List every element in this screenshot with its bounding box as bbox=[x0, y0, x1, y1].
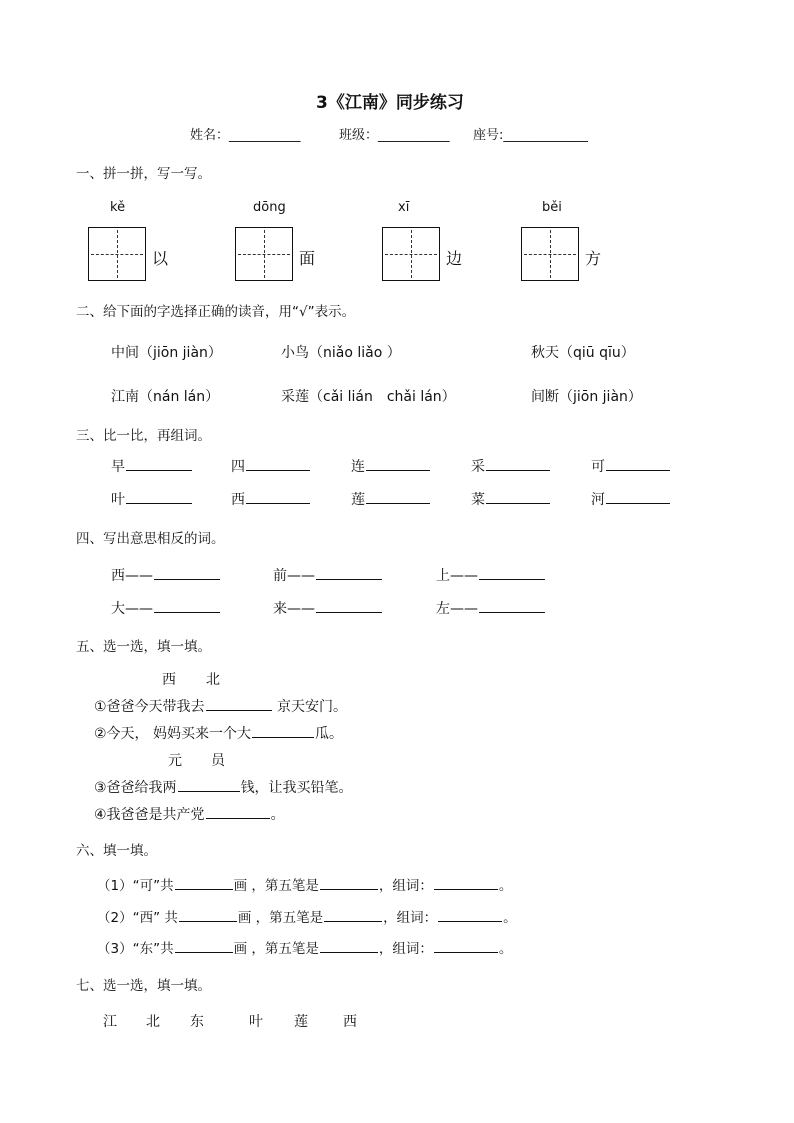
choice-options[interactable]: （cǎi lián chǎi lán） bbox=[309, 389, 456, 405]
answer-blank[interactable] bbox=[179, 907, 237, 922]
fill-sentence-1 bbox=[94, 696, 347, 716]
page-title: 3《江南》同步练习 bbox=[316, 93, 464, 113]
compare-char: 连 bbox=[351, 459, 365, 475]
answer-blank[interactable] bbox=[246, 489, 310, 504]
question-part: 。 bbox=[503, 910, 517, 926]
choice-word: 江南 bbox=[111, 389, 139, 405]
choice-word: 中间 bbox=[111, 345, 139, 361]
sentence-part: 瓜。 bbox=[315, 726, 344, 742]
sentence-part: 钱，让我买铅笔。 bbox=[240, 780, 353, 796]
answer-blank[interactable] bbox=[126, 456, 192, 471]
char-option: 叶 bbox=[249, 1014, 263, 1030]
answer-blank[interactable] bbox=[438, 907, 502, 922]
question-part: （2）“西” 共 bbox=[97, 910, 178, 926]
stroke-question-1 bbox=[97, 874, 512, 894]
antonym-item bbox=[111, 598, 221, 618]
choice-word: 秋天 bbox=[531, 345, 559, 361]
pinyin-choice-5[interactable] bbox=[281, 386, 456, 406]
answer-blank[interactable] bbox=[479, 565, 545, 580]
sentence-part: ①爸爸今天带我去 bbox=[94, 699, 205, 715]
compare-item bbox=[471, 456, 551, 476]
section-7-heading: 七、选一选，填一填。 bbox=[76, 978, 211, 994]
antonym-item bbox=[111, 565, 221, 585]
answer-blank[interactable] bbox=[366, 489, 430, 504]
question-part: （1）“可”共 bbox=[97, 878, 174, 894]
seat-blank[interactable]: _____________ bbox=[503, 128, 588, 143]
answer-blank[interactable] bbox=[320, 938, 378, 953]
answer-blank[interactable] bbox=[316, 565, 382, 580]
compare-item bbox=[231, 489, 311, 509]
question-part: 。 bbox=[498, 878, 513, 894]
question-part: 画 ，第五笔是 bbox=[237, 910, 324, 926]
choice-options[interactable]: （jiōn jiàn） bbox=[559, 389, 642, 405]
pinyin-4: běi bbox=[542, 200, 562, 215]
compare-item bbox=[351, 489, 431, 509]
compare-char: 菜 bbox=[471, 492, 485, 508]
answer-blank[interactable] bbox=[434, 875, 498, 890]
question-part: （3）“东”共 bbox=[97, 941, 174, 957]
answer-blank[interactable] bbox=[486, 456, 550, 471]
sentence-part: ②今天， 妈妈买来一个大 bbox=[94, 726, 252, 742]
choice-options[interactable]: （niǎo liǎo ） bbox=[309, 345, 401, 361]
answer-blank[interactable] bbox=[320, 875, 378, 890]
answer-blank[interactable] bbox=[246, 456, 310, 471]
section-1-heading: 一、拼一拼，写一写。 bbox=[76, 166, 211, 182]
word-choice-2: 北 bbox=[206, 672, 220, 688]
question-part: ，组词： bbox=[378, 941, 433, 957]
question-part: 。 bbox=[498, 941, 513, 957]
char-option: 莲 bbox=[294, 1014, 308, 1030]
class-blank[interactable]: ___________ bbox=[378, 128, 450, 143]
antonym-item bbox=[273, 565, 383, 585]
antonym-item bbox=[273, 598, 383, 618]
sentence-part: ④我爸爸是共产党 bbox=[94, 807, 205, 823]
char-4: 方 bbox=[585, 249, 602, 268]
antonym-prompt: 西—— bbox=[111, 568, 153, 584]
section-2-heading: 二、给下面的字选择正确的读音，用“√”表示。 bbox=[76, 304, 356, 320]
choice-word: 采莲 bbox=[281, 389, 309, 405]
tianzige-box-1[interactable] bbox=[88, 227, 146, 281]
section-3-heading: 三、比一比，再组词。 bbox=[76, 428, 211, 444]
answer-blank[interactable] bbox=[486, 489, 550, 504]
name-field bbox=[190, 124, 301, 143]
question-part: ，组词： bbox=[378, 878, 433, 894]
antonym-prompt: 上—— bbox=[436, 568, 478, 584]
answer-blank[interactable] bbox=[154, 565, 220, 580]
answer-blank[interactable] bbox=[434, 938, 498, 953]
char-1: 以 bbox=[152, 249, 169, 268]
pinyin-choice-6[interactable] bbox=[531, 386, 642, 406]
compare-char: 四 bbox=[231, 459, 245, 475]
antonym-prompt: 大—— bbox=[111, 601, 153, 617]
sentence-part: 。 bbox=[270, 807, 285, 823]
char-option: 东 bbox=[190, 1014, 204, 1030]
fill-sentence-4 bbox=[94, 804, 285, 824]
answer-blank[interactable] bbox=[606, 489, 670, 504]
name-blank[interactable]: ___________ bbox=[229, 128, 301, 143]
antonym-item bbox=[436, 565, 546, 585]
pinyin-choice-1[interactable] bbox=[111, 342, 222, 362]
compare-item bbox=[591, 456, 671, 476]
choice-word: 小鸟 bbox=[281, 345, 309, 361]
compare-char: 采 bbox=[471, 459, 485, 475]
antonym-prompt: 前—— bbox=[273, 568, 315, 584]
antonym-prompt: 来—— bbox=[273, 601, 315, 617]
compare-item bbox=[591, 489, 671, 509]
compare-item bbox=[351, 456, 431, 476]
answer-blank[interactable] bbox=[154, 598, 220, 613]
question-part: ，组词： bbox=[383, 910, 438, 926]
pinyin-choice-2[interactable] bbox=[281, 342, 401, 362]
choice-word: 间断 bbox=[531, 389, 559, 405]
answer-blank[interactable] bbox=[175, 875, 233, 890]
compare-item bbox=[111, 456, 193, 476]
pinyin-2: dōng bbox=[253, 200, 286, 215]
question-part: 画 ，第五笔是 bbox=[233, 878, 319, 894]
compare-char: 西 bbox=[231, 492, 245, 508]
pinyin-choice-3[interactable] bbox=[531, 342, 635, 362]
answer-blank[interactable] bbox=[316, 598, 382, 613]
compare-char: 可 bbox=[591, 459, 605, 475]
seat-label: 座号: bbox=[473, 128, 504, 143]
tianzige-box-3[interactable] bbox=[382, 227, 440, 281]
sentence-part: ③爸爸给我两 bbox=[94, 780, 177, 796]
tianzige-box-4[interactable] bbox=[521, 227, 579, 281]
question-part: 画 ，第五笔是 bbox=[233, 941, 319, 957]
word-choice-3: 元 bbox=[168, 753, 182, 769]
choice-options[interactable]: （jiōn jiàn） bbox=[139, 345, 222, 361]
answer-blank[interactable] bbox=[206, 696, 272, 711]
answer-blank[interactable] bbox=[606, 456, 670, 471]
section-4-heading: 四、写出意思相反的词。 bbox=[76, 531, 225, 547]
stroke-question-3 bbox=[97, 937, 512, 957]
compare-char: 河 bbox=[591, 492, 605, 508]
stroke-question-2 bbox=[97, 906, 517, 926]
section-6-heading: 六、填一填。 bbox=[76, 843, 157, 859]
answer-blank[interactable] bbox=[479, 598, 545, 613]
pinyin-3: xī bbox=[398, 200, 410, 215]
compare-char: 早 bbox=[111, 459, 125, 475]
answer-blank[interactable] bbox=[206, 804, 270, 819]
seat-field bbox=[473, 124, 588, 143]
choice-options[interactable]: （qiū qīu） bbox=[559, 345, 635, 361]
pinyin-choice-4[interactable] bbox=[111, 386, 219, 406]
class-label: 班级： bbox=[339, 128, 379, 143]
antonym-item bbox=[436, 598, 546, 618]
fill-sentence-2 bbox=[94, 723, 343, 743]
answer-blank[interactable] bbox=[366, 456, 430, 471]
word-choice-1: 西 bbox=[162, 672, 176, 688]
fill-sentence-3 bbox=[94, 777, 353, 797]
answer-blank[interactable] bbox=[126, 489, 192, 504]
char-option: 西 bbox=[343, 1014, 357, 1030]
compare-char: 叶 bbox=[111, 492, 125, 508]
answer-blank[interactable] bbox=[252, 723, 314, 738]
compare-item bbox=[471, 489, 551, 509]
antonym-prompt: 左—— bbox=[436, 601, 478, 617]
word-choice-4: 员 bbox=[211, 753, 225, 769]
class-field bbox=[339, 124, 450, 143]
tianzige-box-2[interactable] bbox=[235, 227, 293, 281]
answer-blank[interactable] bbox=[324, 907, 382, 922]
answer-blank[interactable] bbox=[178, 777, 240, 792]
compare-char: 莲 bbox=[351, 492, 365, 508]
section-5-heading: 五、选一选，填一填。 bbox=[76, 639, 211, 655]
compare-item bbox=[231, 456, 311, 476]
char-option: 北 bbox=[146, 1014, 160, 1030]
choice-options[interactable]: （nán lán） bbox=[139, 389, 220, 405]
char-3: 边 bbox=[446, 249, 463, 268]
sentence-part: 京天安门。 bbox=[272, 699, 348, 715]
name-label: 姓名： bbox=[190, 128, 230, 143]
compare-item bbox=[111, 489, 193, 509]
answer-blank[interactable] bbox=[175, 938, 233, 953]
char-option: 江 bbox=[103, 1014, 117, 1030]
pinyin-1: kě bbox=[110, 200, 126, 215]
char-2: 面 bbox=[299, 249, 316, 268]
